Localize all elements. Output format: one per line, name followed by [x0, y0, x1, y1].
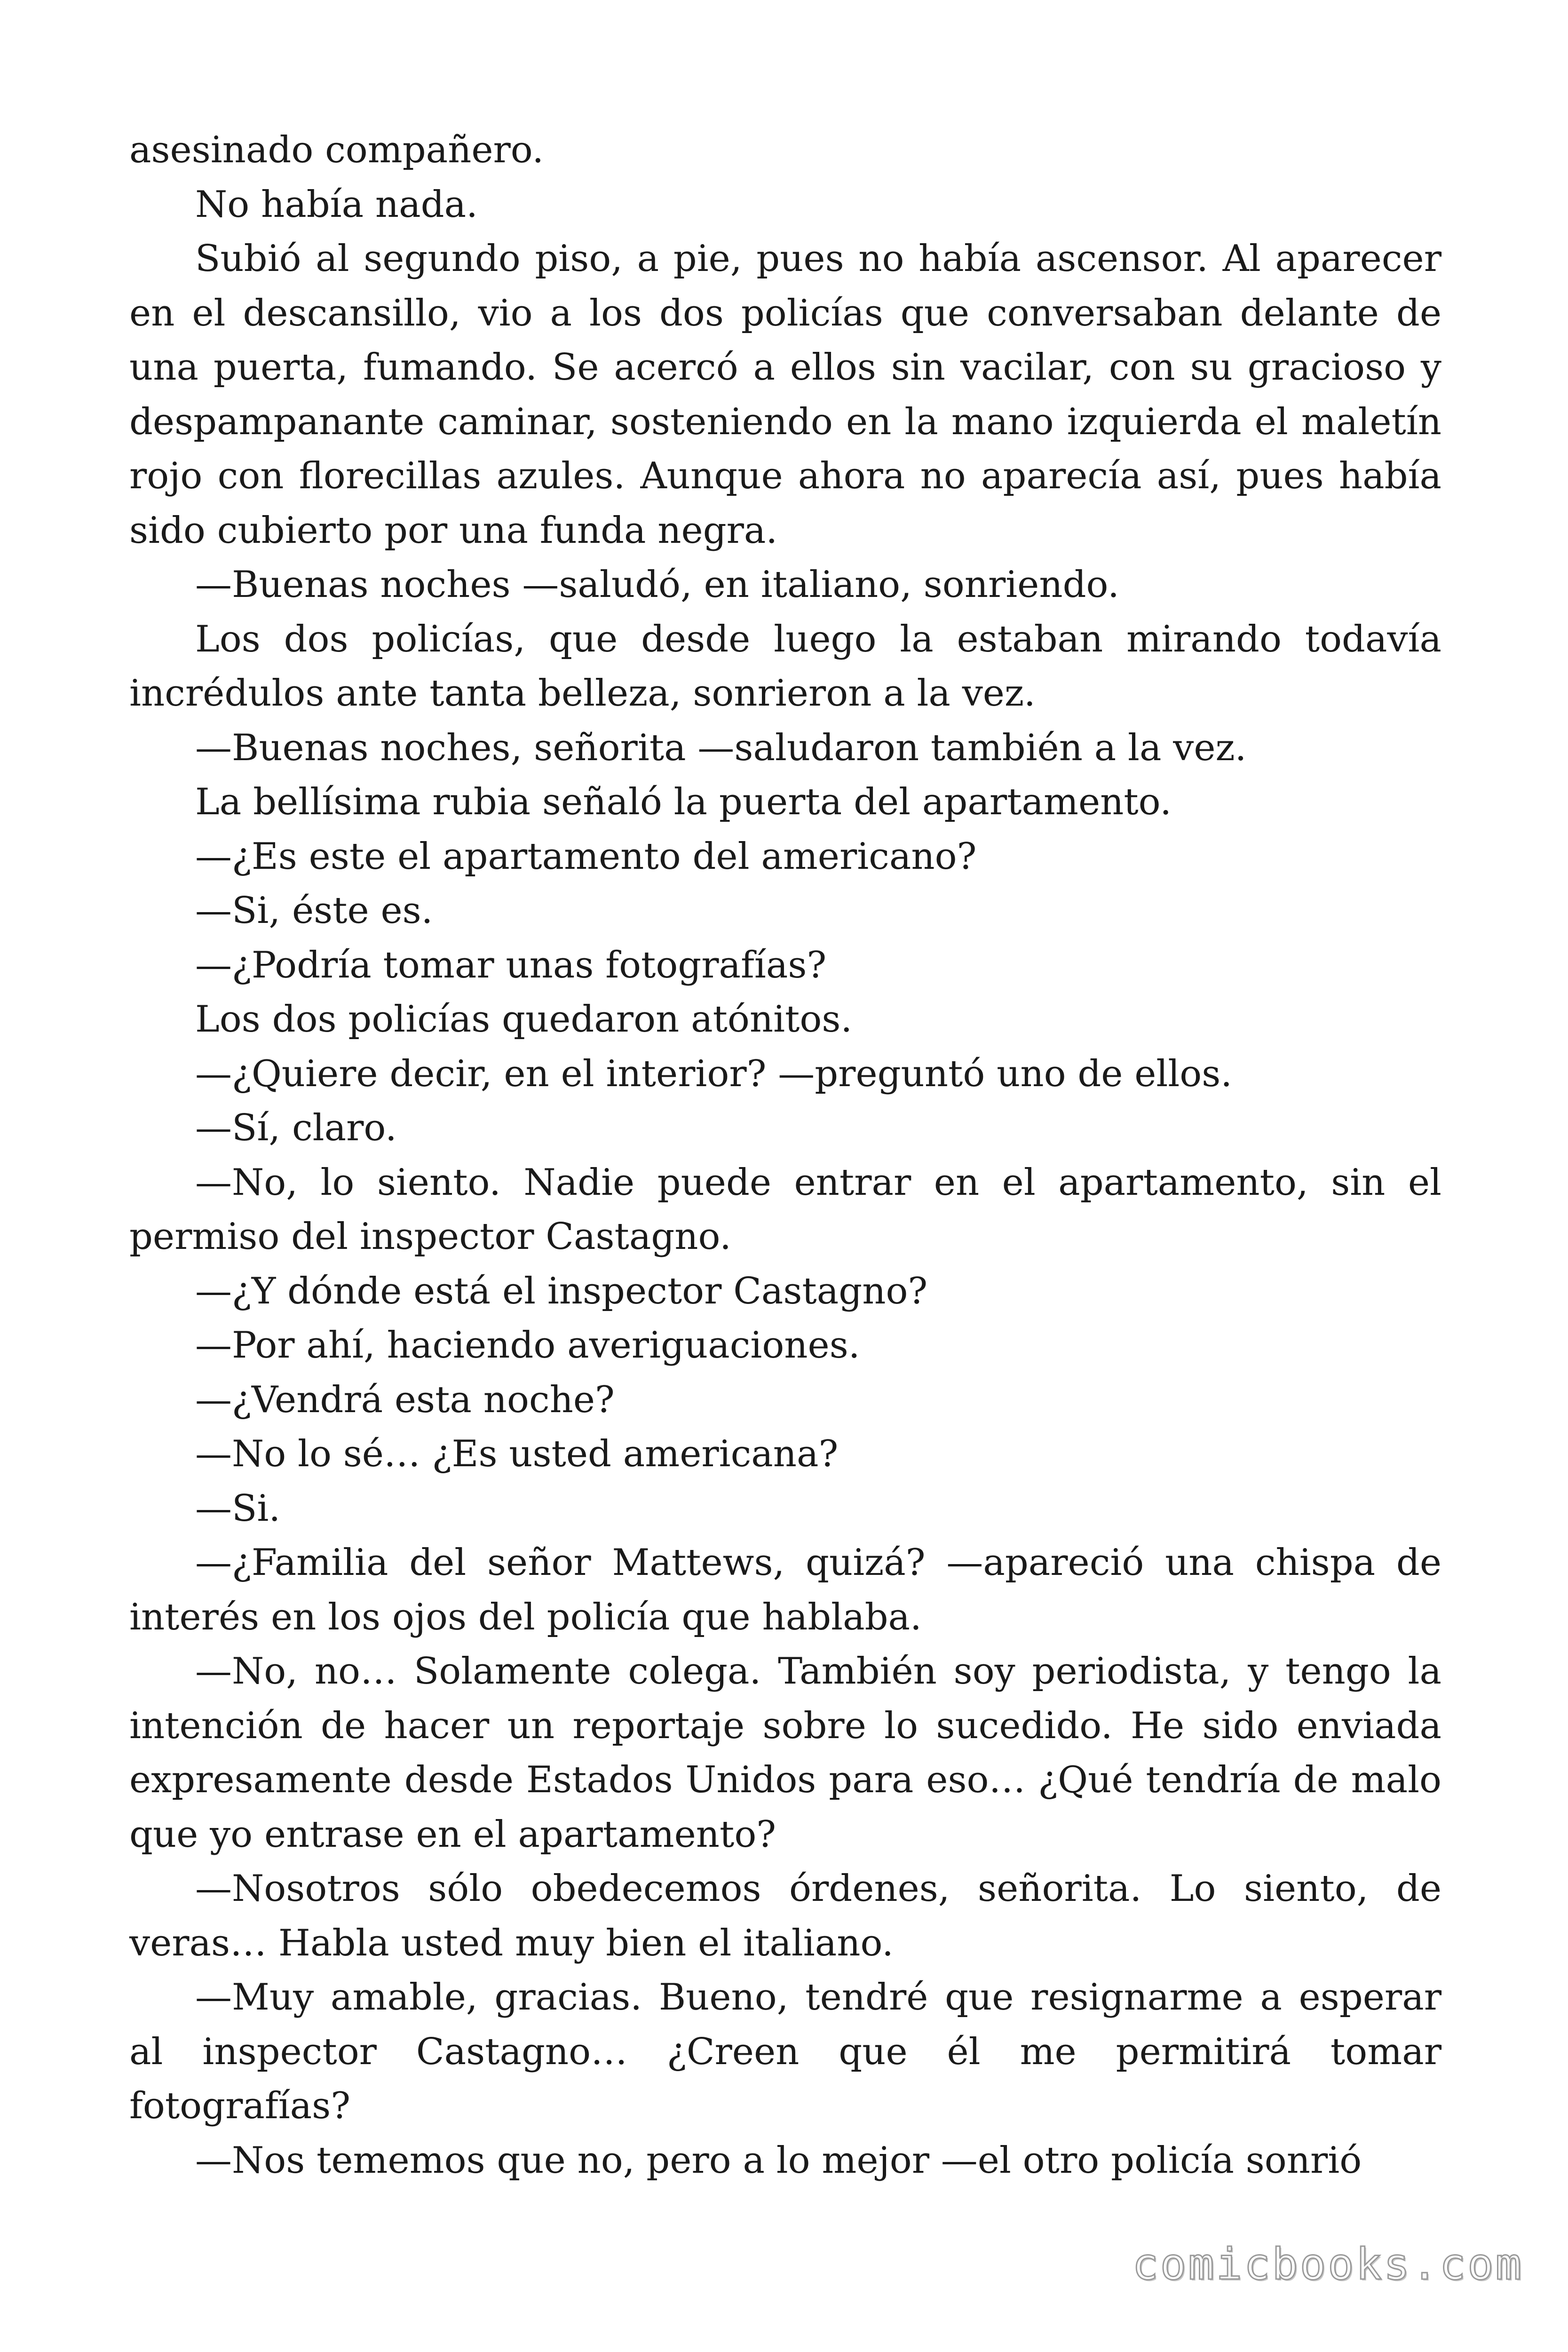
paragraph: —Por ahí, haciendo averiguaciones. [195, 1324, 860, 1367]
body-text [129, 123, 1441, 2188]
paragraph: No había nada. [195, 183, 478, 226]
watermark-logo: comicbooks.com [1132, 2239, 1523, 2289]
paragraph: —No, no… Solamente colega. También soy periodista, y tengo la intención de hacer un reportaje sobre lo sucedido. He sido enviada expresamente desde Estados Unidos para eso… ¿Qué tendría de malo que yo entrase en el apartamento? [129, 1650, 1441, 1856]
paragraph: —Muy amable, gracias. Bueno, tendré que resignarme a esperar al inspector Castagno… ¿Creen que él me permitirá tomar fotografías? [129, 1976, 1441, 2127]
paragraph: Subió al segundo piso, a pie, pues no había ascensor. Al aparecer en el descansillo, vio a los dos policías que conversaban delante de una puerta, fumando. Se acercó a ellos sin vacilar, con su gracioso y despampanante caminar, sosteniendo en la mano izquierda el maletín rojo con florecillas azules. Aunque ahora no aparecía así, pues había sido cubierto por una funda negra. [129, 238, 1441, 552]
paragraph: —¿Podría tomar unas fotografías? [195, 944, 827, 986]
paragraph: —¿Vendrá esta noche? [195, 1378, 615, 1421]
paragraph: —Nosotros sólo obedecemos órdenes, señorita. Lo siento, de veras… Habla usted muy bien el italiano. [129, 1867, 1441, 1964]
paragraph: Los dos policías quedaron atónitos. [195, 998, 853, 1041]
paragraph: —No, lo siento. Nadie puede entrar en el apartamento, sin el permiso del inspector Castagno. [129, 1161, 1441, 1258]
paragraph: —¿Y dónde está el inspector Castagno? [195, 1270, 928, 1312]
paragraph: —Nos tememos que no, pero a lo mejor —el otro policía sonrió [195, 2139, 1362, 2182]
paragraph: —Buenas noches, señorita —saludaron también a la vez. [195, 726, 1247, 769]
paragraph: —¿Es este el apartamento del americano? [195, 835, 977, 878]
paragraph: —Buenas noches —saludó, en italiano, sonriendo. [195, 564, 1119, 606]
paragraph: La bellísima rubia señaló la puerta del apartamento. [195, 781, 1172, 823]
paragraph: —Si, éste es. [195, 890, 433, 932]
paragraph: asesinado compañero. [129, 129, 544, 171]
paragraph: —¿Familia del señor Mattews, quizá? —apareció una chispa de interés en los ojos del policía que hablaba. [129, 1542, 1441, 1638]
paragraph: —Sí, claro. [195, 1107, 397, 1149]
paragraph: —¿Quiere decir, en el interior? —preguntó uno de ellos. [195, 1052, 1233, 1095]
paragraph: —No lo sé… ¿Es usted americana? [195, 1433, 839, 1475]
paragraph: —Si. [195, 1487, 281, 1530]
paragraph: Los dos policías, que desde luego la estaban mirando todavía incrédulos ante tanta belleza, sonrieron a la vez. [129, 618, 1441, 715]
